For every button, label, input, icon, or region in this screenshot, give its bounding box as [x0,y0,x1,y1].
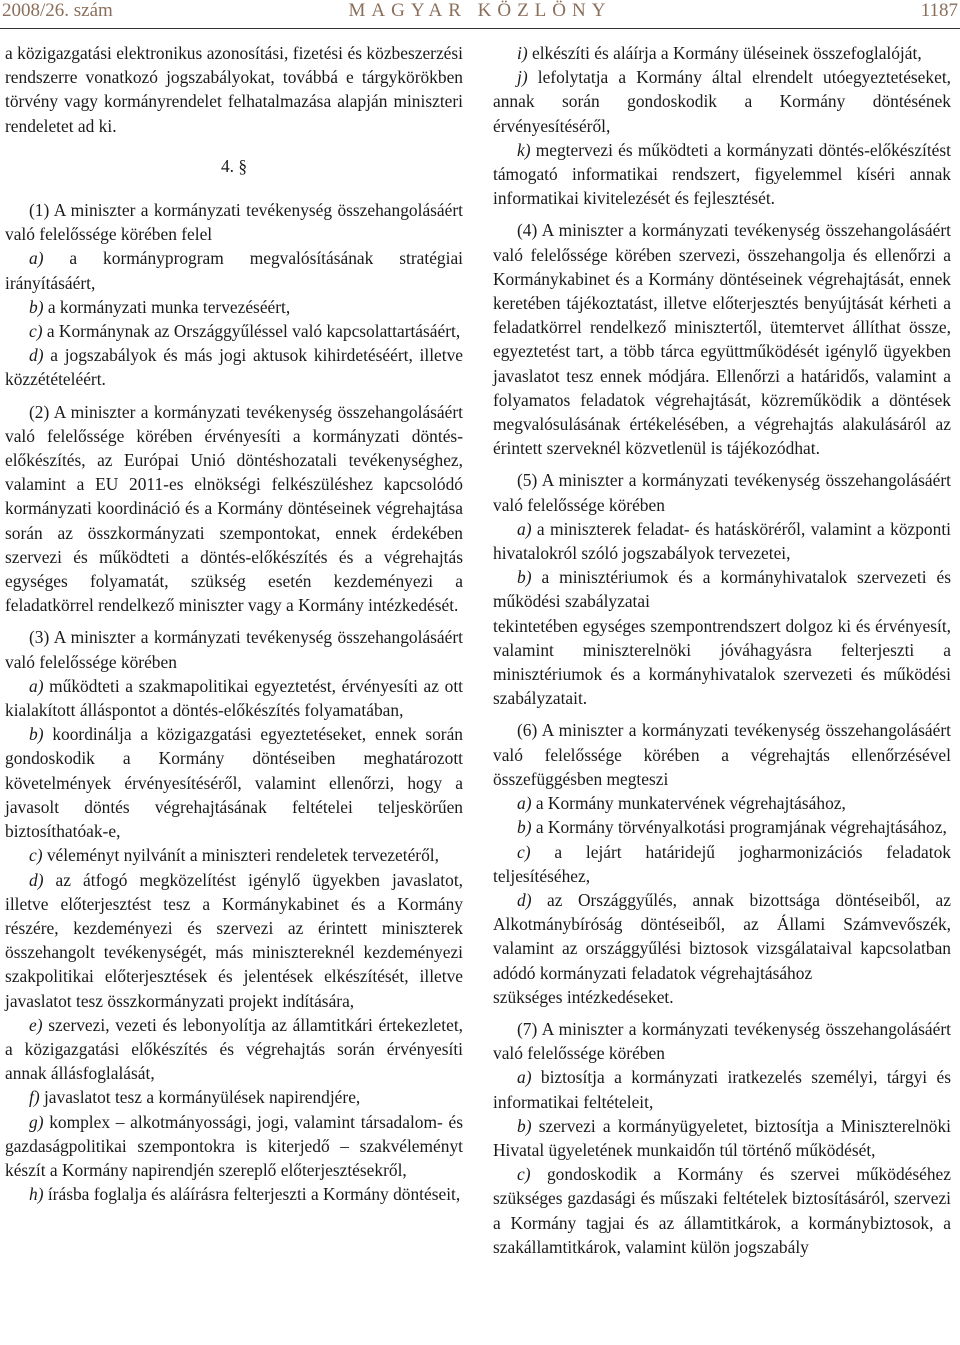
list-item: c) véleményt nyilvánít a miniszteri rendeletek tervezetéről, [29,845,439,866]
page-number: 1187 [920,0,958,21]
paragraph: (2) A miniszter a kormányzati tevékenység összehangolásáért való felelőssége körében érvényesíti a kormányzati döntés-előkészítés, az Európai Unió döntéshozatali tevékenységhez, valamint a EU 2011-es elnökségi felkészüléshez kapcsolódó kormányzati koordináció és a Kormány döntéseinek végrehajtása során az összkormányzati szempontokat, ennek érdekében szervezi és működteti a döntés-előkészítés és a végrehajtás egységes folyamatát, szükség esetén kezdeményezi a feladatkörrel rendelkező miniszter vagy a Kormány intézkedését. [5,401,463,616]
list-item: h) írásba foglalja és aláírásra felterjeszti a Kormány döntéseit, [29,1184,461,1205]
paragraph: (3) A miniszter a kormányzati tevékenység összehangolásáért való felelőssége körében [5,627,463,672]
list-item: c) gondoskodik a Kormány és szervei működéséhez szükséges gazdasági és műszaki feltételek biztosításáról, szervezi a Kormány tagjai és az államtitkárok, a kormánybiztosok, a szakállamtitkárok, valamint külön jogszabály [493,1164,951,1257]
list-item: e) szervezi, vezeti és lebonyolítja az államtitkári értekezletet, a közigazgatási előkészítés és végrehajtás során érvényesíti annak állásfoglalását, [5,1014,463,1084]
list-item: d) az Országgyűlés, annak bizottsága döntéseiből, az Alkotmánybíróság döntéseiből, az Állami Számvevőszék, valamint az országgyűlési biztosok vizsgálataival kapcsolatban adódó kormányzati feladatok végrehajtásához [493,889,951,983]
paragraph: (7) A miniszter a kormányzati tevékenység összehangolásáért való felelőssége körében [493,1018,951,1064]
list-item: b) a minisztériumok és a kormányhivatalok szervezeti és működési szabályzatai [493,567,951,612]
paragraph: tekintetében egységes szempontrendszert dolgoz ki és érvényesít, valamint miniszterelnöki jóváhagyásra felterjeszti a minisztériumok és a kormányhivatalok szervezeti és működési szabályzatait. [493,615,951,709]
section-heading: 4. § [220,155,248,176]
list-item: d) az átfogó megközelítést igénylő ügyekben javaslatot, illetve előterjesztést tesz a Kormánykabinet és a Kormány részére, kezdeményezi és szervezi az érintett miniszterek összehangolt tevékenységét, más minisztereknél kezdeményezi szakpolitikai előterjesztések és jelentések elkészítését, illetve javaslatot tesz összkormányzati projekt indítására, [5,869,463,1011]
list-item: i) elkészíti és aláírja a Kormány üléseinek összefoglalóját, [517,43,922,63]
list-item: a) a kormányprogram megvalósításának stratégiai irányításáért, [5,248,463,293]
list-item: b) szervezi a kormányügyeletet, biztosítja a Miniszterelnöki Hivatal ügyeletének munkaidőn túl történő működését, [493,1115,951,1160]
list-item: j) lefolytatja a Kormány által elrendelt utóegyeztetéseket, annak során gondoskodik a Kormány döntésének érvényesítéséről, [493,67,951,136]
list-item: a) biztosítja a kormányzati iratkezelés személyi, tárgyi és informatikai feltételeit, [493,1067,951,1112]
journal-title: MAGYAR KÖZLÖNY [348,0,612,21]
list-item: c) a lejárt határidejű jogharmonizációs feladatok teljesítéséhez, [493,841,951,886]
paragraph: a közigazgatási elektronikus azonosítási, fizetési és közbeszerzési rendszerre vonatkozó jogszabályokat, továbbá e tárgykörökben törvény vagy kormányrendelet felhatalmazása alapján miniszteri rendeletet ad ki. [5,43,463,136]
list-item: d) a jogszabályok és más jogi aktusok kihirdetéséért, illetve közzétételéért. [5,345,463,390]
list-item: b) a kormányzati munka tervezéséért, [29,296,291,317]
list-item: k) megtervezi és működteti a kormányzati döntés-előkészítést támogató informatikai rendszert, figyelemmel kíséri annak informatikai kivitelezését és fejlesztését. [493,139,951,209]
paragraph: (1) A miniszter a kormányzati tevékenység összehangolásáért való felelőssége körében felel [5,200,463,245]
list-item: c) a Kormánynak az Országgyűléssel való kapcsolattartásáért, [29,321,461,342]
list-item: a) a Kormány munkatervének végrehajtásához, [517,793,846,814]
left-column [5,41,463,1206]
list-item: f) javaslatot tesz a kormányülések napirendjére, [29,1087,361,1108]
list-item: g) komplex – alkotmányossági, jogi, valamint társadalom- és gazdaságpolitikai szempontokra is kiterjedő – szakvéleményt készít a Kormány napirendjén szereplő előterjesztésekről, [5,1111,463,1180]
issue-number: 2008/26. szám [2,0,113,21]
list-item: a) a miniszterek feladat- és hatásköréről, valamint a központi hivatalokról szóló jogszabályok tervezetei, [493,518,951,564]
list-item: b) koordinálja a közigazgatási egyeztetéseket, ennek során gondoskodik a Kormány döntéseiben meghatározott követelmények érvényesítéséről, valamint ellenőrzi, hogy a javasolt döntés végrehajtásának feltételei teljeskörűen biztosíthatóak-e, [5,724,463,842]
page-header [0,0,960,29]
list-item: a) működteti a szakmapolitikai egyeztetést, érvényesíti az ott kialakított álláspontot a döntés-előkészítés folyamatában, [5,675,463,721]
paragraph: szükséges intézkedéseket. [493,986,674,1007]
paragraph: (6) A miniszter a kormányzati tevékenység összehangolásáért való felelőssége körében a végrehajtás ellenőrzésével összefüggésben megteszi [493,720,951,789]
paragraph: (4) A miniszter a kormányzati tevékenység összehangolásáért való felelőssége körében szervezi, összehangolja és ellenőrzi a Kormánykabinet és a Kormány döntéseinek végrehajtását, ennek keretében tájékoztatást, illetve előterjesztés benyújtását kérheti a feladatkörrel rendelkező minisztertől, ütemtervet állíthat össze, egyeztetést tart, a több tárca együttműködését igénylő ügyekben javaslatot tesz ennek módjára. Ellenőrzi a határidős, valamint a folyamatos feladatok végrehajtását, közreműködik a döntések megvalósulásának értékelésében, a végrehajtás alakulásáról az érintett szerveknél közvetlenül is tájékozódhat. [493,220,951,459]
right-column [493,41,951,1259]
paragraph: (5) A miniszter a kormányzati tevékenység összehangolásáért való felelőssége körében [493,470,951,515]
list-item: b) a Kormány törvényalkotási programjának végrehajtásához, [517,817,947,838]
